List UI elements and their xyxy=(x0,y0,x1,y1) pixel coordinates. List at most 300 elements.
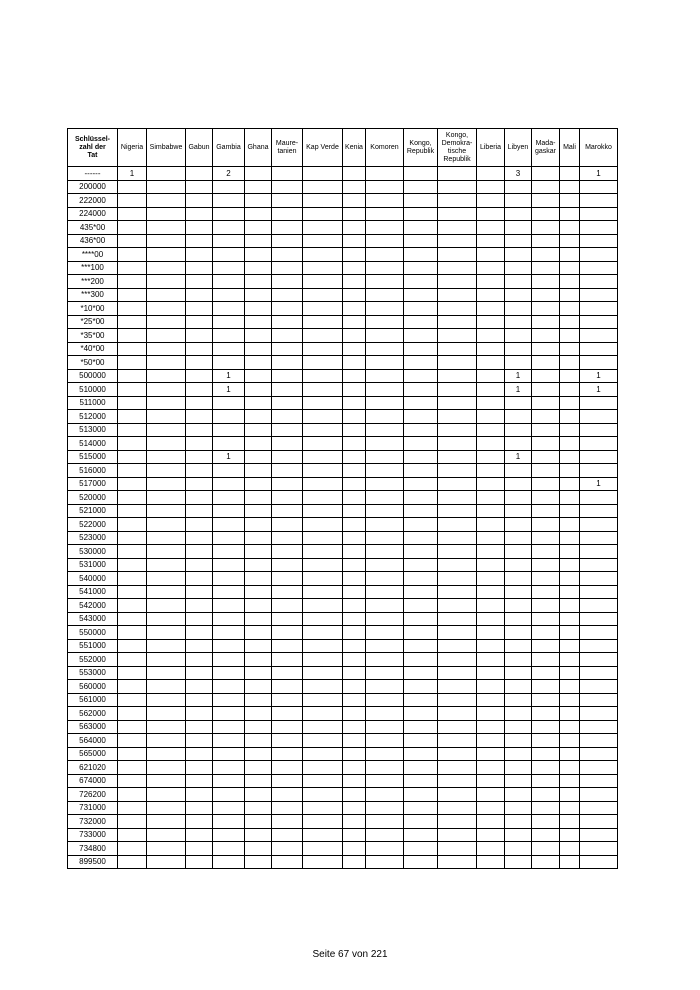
table-cell xyxy=(532,396,560,410)
table-cell xyxy=(366,221,404,235)
table-cell xyxy=(303,518,343,532)
table-cell xyxy=(477,572,505,586)
table-cell xyxy=(532,477,560,491)
table-cell xyxy=(343,653,366,667)
table-row xyxy=(68,747,618,761)
table-cell xyxy=(186,491,213,505)
table-cell xyxy=(343,842,366,856)
table-cell xyxy=(213,329,245,343)
table-cell xyxy=(118,666,147,680)
table-cell xyxy=(580,288,618,302)
table-cell xyxy=(118,558,147,572)
table-cell xyxy=(186,747,213,761)
table-cell xyxy=(118,504,147,518)
table-cell xyxy=(580,275,618,289)
table-cell xyxy=(580,707,618,721)
table-cell xyxy=(532,194,560,208)
table-cell xyxy=(477,315,505,329)
table-cell xyxy=(343,680,366,694)
table-cell xyxy=(186,585,213,599)
table-cell xyxy=(580,261,618,275)
table-cell xyxy=(303,356,343,370)
row-key-cell: 899500 xyxy=(68,855,118,869)
table-cell xyxy=(245,423,272,437)
table-cell xyxy=(245,828,272,842)
table-cell xyxy=(366,369,404,383)
table-cell xyxy=(477,842,505,856)
table-cell xyxy=(366,558,404,572)
table-cell xyxy=(438,504,477,518)
column-header: Kongo, Demokra- tische Republik xyxy=(438,129,477,167)
table-cell xyxy=(272,464,303,478)
table-cell xyxy=(532,329,560,343)
table-cell xyxy=(303,572,343,586)
row-key-cell: 517000 xyxy=(68,477,118,491)
table-cell xyxy=(213,707,245,721)
table-cell xyxy=(272,437,303,451)
table-cell xyxy=(118,450,147,464)
table-cell xyxy=(303,531,343,545)
table-cell xyxy=(366,423,404,437)
table-cell xyxy=(343,491,366,505)
table-cell xyxy=(213,815,245,829)
table-cell xyxy=(303,653,343,667)
table-cell xyxy=(404,396,438,410)
table-cell xyxy=(272,693,303,707)
table-cell xyxy=(532,248,560,262)
table-cell xyxy=(477,504,505,518)
table-cell xyxy=(186,855,213,869)
table-cell xyxy=(505,599,532,613)
table-cell: 1 xyxy=(580,167,618,181)
table-cell xyxy=(366,315,404,329)
table-cell xyxy=(272,572,303,586)
table-cell xyxy=(186,477,213,491)
table-cell xyxy=(186,315,213,329)
table-cell xyxy=(186,666,213,680)
table-cell xyxy=(213,599,245,613)
table-cell xyxy=(245,207,272,221)
table-cell xyxy=(438,383,477,397)
table-cell xyxy=(560,207,580,221)
table-cell xyxy=(404,329,438,343)
table-cell xyxy=(404,653,438,667)
table-cell xyxy=(366,612,404,626)
table-cell xyxy=(438,207,477,221)
table-cell xyxy=(366,275,404,289)
table-row xyxy=(68,828,618,842)
table-cell xyxy=(118,774,147,788)
table-cell xyxy=(245,167,272,181)
table-cell xyxy=(505,504,532,518)
table-cell xyxy=(505,545,532,559)
table-cell xyxy=(505,207,532,221)
table-row xyxy=(68,329,618,343)
table-cell xyxy=(404,234,438,248)
table-row xyxy=(68,639,618,653)
table-cell xyxy=(477,450,505,464)
table-cell xyxy=(272,275,303,289)
table-cell xyxy=(560,491,580,505)
table-cell xyxy=(245,234,272,248)
table-cell xyxy=(213,612,245,626)
table-cell xyxy=(505,194,532,208)
row-key-cell: 515000 xyxy=(68,450,118,464)
table-cell xyxy=(560,707,580,721)
table-cell xyxy=(213,720,245,734)
table-cell xyxy=(213,626,245,640)
table-cell xyxy=(404,666,438,680)
table-cell xyxy=(118,329,147,343)
table-cell xyxy=(303,342,343,356)
table-cell xyxy=(245,288,272,302)
table-cell xyxy=(186,275,213,289)
table-cell xyxy=(213,531,245,545)
table-cell xyxy=(147,450,186,464)
table-cell xyxy=(404,585,438,599)
table-cell xyxy=(343,396,366,410)
column-header: Marokko xyxy=(580,129,618,167)
table-cell xyxy=(560,612,580,626)
table-row xyxy=(68,774,618,788)
table-cell xyxy=(560,504,580,518)
table-row xyxy=(68,356,618,370)
table-cell xyxy=(438,356,477,370)
table-cell xyxy=(438,761,477,775)
table-cell xyxy=(532,734,560,748)
table-cell xyxy=(477,720,505,734)
table-cell xyxy=(532,261,560,275)
table-cell xyxy=(532,207,560,221)
table-cell xyxy=(303,558,343,572)
table-cell xyxy=(245,315,272,329)
table-cell xyxy=(532,788,560,802)
row-key-cell: 522000 xyxy=(68,518,118,532)
table-cell: 1 xyxy=(213,383,245,397)
table-cell xyxy=(477,477,505,491)
table-cell xyxy=(438,639,477,653)
table-cell xyxy=(477,464,505,478)
table-cell xyxy=(186,774,213,788)
row-key-cell: 563000 xyxy=(68,720,118,734)
table-cell xyxy=(213,396,245,410)
table-cell xyxy=(118,801,147,815)
table-cell xyxy=(303,234,343,248)
table-cell xyxy=(186,342,213,356)
table-cell xyxy=(245,855,272,869)
table-cell xyxy=(343,329,366,343)
table-cell xyxy=(213,585,245,599)
table-cell xyxy=(438,545,477,559)
table-cell xyxy=(213,315,245,329)
table-cell xyxy=(303,261,343,275)
table-cell xyxy=(580,599,618,613)
table-cell xyxy=(213,437,245,451)
column-header: Liberia xyxy=(477,129,505,167)
table-cell xyxy=(477,734,505,748)
table-row xyxy=(68,167,618,181)
table-row xyxy=(68,288,618,302)
table-cell xyxy=(477,774,505,788)
row-key-cell: 516000 xyxy=(68,464,118,478)
table-cell xyxy=(477,815,505,829)
table-cell xyxy=(560,167,580,181)
table-cell xyxy=(245,747,272,761)
table-cell xyxy=(343,477,366,491)
table-cell xyxy=(245,720,272,734)
table-cell xyxy=(118,410,147,424)
table-cell xyxy=(580,842,618,856)
table-cell xyxy=(118,342,147,356)
table-cell xyxy=(245,680,272,694)
table-cell xyxy=(438,248,477,262)
table-cell xyxy=(343,167,366,181)
table-cell xyxy=(147,477,186,491)
table-cell xyxy=(343,450,366,464)
table-cell xyxy=(477,221,505,235)
table-cell xyxy=(404,855,438,869)
table-cell xyxy=(532,464,560,478)
table-cell xyxy=(580,396,618,410)
table-row xyxy=(68,504,618,518)
table-cell xyxy=(532,369,560,383)
table-cell xyxy=(366,207,404,221)
table-cell xyxy=(477,356,505,370)
table-cell xyxy=(505,275,532,289)
table-cell xyxy=(303,410,343,424)
table-cell xyxy=(477,423,505,437)
table-cell xyxy=(438,815,477,829)
table-cell: 1 xyxy=(580,477,618,491)
table-cell xyxy=(343,774,366,788)
table-cell xyxy=(366,518,404,532)
table-cell xyxy=(532,342,560,356)
table-cell xyxy=(245,383,272,397)
table-cell xyxy=(438,612,477,626)
table-cell xyxy=(147,599,186,613)
table-cell xyxy=(404,464,438,478)
table-cell xyxy=(505,410,532,424)
table-cell xyxy=(303,207,343,221)
table-cell xyxy=(532,720,560,734)
table-cell xyxy=(532,572,560,586)
row-key-cell: 550000 xyxy=(68,626,118,640)
table-row xyxy=(68,855,618,869)
table-row xyxy=(68,572,618,586)
table-cell xyxy=(580,693,618,707)
row-key-cell: 621020 xyxy=(68,761,118,775)
table-cell xyxy=(438,828,477,842)
table-cell xyxy=(580,315,618,329)
table-cell xyxy=(366,491,404,505)
table-cell xyxy=(272,558,303,572)
table-cell xyxy=(245,801,272,815)
table-cell xyxy=(186,599,213,613)
table-cell xyxy=(147,666,186,680)
table-cell xyxy=(186,221,213,235)
table-cell xyxy=(580,221,618,235)
table-cell xyxy=(560,518,580,532)
table-cell xyxy=(404,572,438,586)
table-cell xyxy=(438,288,477,302)
table-row xyxy=(68,707,618,721)
table-cell xyxy=(366,680,404,694)
table-cell xyxy=(245,356,272,370)
table-cell xyxy=(366,693,404,707)
table-cell xyxy=(580,734,618,748)
table-cell xyxy=(343,437,366,451)
table-cell xyxy=(118,207,147,221)
table-cell xyxy=(532,653,560,667)
table-cell xyxy=(118,261,147,275)
table-cell xyxy=(147,639,186,653)
table-cell xyxy=(272,761,303,775)
table-cell xyxy=(404,680,438,694)
table-cell xyxy=(245,329,272,343)
table-cell xyxy=(303,734,343,748)
table-cell xyxy=(580,680,618,694)
table-cell xyxy=(438,693,477,707)
table-cell xyxy=(438,437,477,451)
table-header-row xyxy=(68,129,618,167)
table-cell xyxy=(303,774,343,788)
table-cell xyxy=(404,747,438,761)
table-cell xyxy=(343,518,366,532)
table-cell xyxy=(560,383,580,397)
table-row xyxy=(68,801,618,815)
table-cell xyxy=(532,437,560,451)
table-cell xyxy=(118,815,147,829)
table-cell xyxy=(118,396,147,410)
row-key-cell: 523000 xyxy=(68,531,118,545)
table-cell xyxy=(343,855,366,869)
table-row xyxy=(68,612,618,626)
table-cell xyxy=(404,842,438,856)
table-cell xyxy=(213,788,245,802)
table-cell xyxy=(272,329,303,343)
table-cell xyxy=(118,383,147,397)
table-cell xyxy=(532,180,560,194)
table-cell xyxy=(505,261,532,275)
table-cell xyxy=(343,612,366,626)
table-row xyxy=(68,450,618,464)
table-cell xyxy=(147,788,186,802)
table-cell xyxy=(560,288,580,302)
table-cell xyxy=(532,315,560,329)
table-cell xyxy=(118,855,147,869)
table-cell xyxy=(505,572,532,586)
table-cell xyxy=(366,261,404,275)
table-cell xyxy=(560,248,580,262)
table-cell xyxy=(147,437,186,451)
table-cell xyxy=(560,666,580,680)
table-cell xyxy=(343,369,366,383)
table-cell xyxy=(343,302,366,316)
table-cell xyxy=(404,437,438,451)
table-row xyxy=(68,693,618,707)
table-cell xyxy=(477,194,505,208)
table-cell xyxy=(580,194,618,208)
table-cell xyxy=(477,518,505,532)
table-cell xyxy=(147,423,186,437)
table-cell xyxy=(147,234,186,248)
table-cell xyxy=(404,558,438,572)
table-row xyxy=(68,720,618,734)
table-cell xyxy=(404,531,438,545)
table-cell xyxy=(366,464,404,478)
table-cell xyxy=(245,518,272,532)
table-cell xyxy=(213,666,245,680)
row-key-cell: 520000 xyxy=(68,491,118,505)
row-key-cell: ****00 xyxy=(68,248,118,262)
table-cell xyxy=(118,248,147,262)
table-row xyxy=(68,261,618,275)
table-cell xyxy=(505,612,532,626)
table-cell xyxy=(118,288,147,302)
column-header: Maure- tanien xyxy=(272,129,303,167)
table-row xyxy=(68,207,618,221)
row-key-cell: 540000 xyxy=(68,572,118,586)
table-cell xyxy=(505,558,532,572)
table-cell xyxy=(118,828,147,842)
row-key-cell: 733000 xyxy=(68,828,118,842)
table-row xyxy=(68,531,618,545)
table-cell xyxy=(477,491,505,505)
table-cell xyxy=(477,545,505,559)
table-cell xyxy=(532,693,560,707)
statistics-table xyxy=(67,128,618,869)
table-cell xyxy=(343,585,366,599)
table-cell xyxy=(213,288,245,302)
table-cell xyxy=(366,572,404,586)
table-cell xyxy=(213,761,245,775)
table-cell xyxy=(118,423,147,437)
table-cell xyxy=(366,788,404,802)
table-cell xyxy=(366,585,404,599)
table-cell xyxy=(505,788,532,802)
row-key-cell: 731000 xyxy=(68,801,118,815)
table-cell: 1 xyxy=(580,369,618,383)
table-cell xyxy=(505,774,532,788)
table-cell xyxy=(186,518,213,532)
table-cell xyxy=(303,423,343,437)
table-cell xyxy=(580,828,618,842)
table-cell xyxy=(532,666,560,680)
table-cell xyxy=(560,221,580,235)
table-cell xyxy=(560,653,580,667)
table-cell xyxy=(186,842,213,856)
table-cell xyxy=(186,288,213,302)
table-cell xyxy=(186,639,213,653)
column-header: Libyen xyxy=(505,129,532,167)
table-cell xyxy=(477,666,505,680)
table-cell xyxy=(186,504,213,518)
table-cell xyxy=(303,666,343,680)
table-cell xyxy=(560,599,580,613)
table-cell xyxy=(532,288,560,302)
table-cell xyxy=(245,707,272,721)
table-cell xyxy=(186,801,213,815)
table-cell xyxy=(404,707,438,721)
table-cell xyxy=(477,167,505,181)
table-cell xyxy=(580,612,618,626)
table-cell xyxy=(118,315,147,329)
table-cell xyxy=(366,167,404,181)
table-cell xyxy=(366,626,404,640)
table-cell xyxy=(505,693,532,707)
table-cell xyxy=(404,788,438,802)
table-row xyxy=(68,410,618,424)
